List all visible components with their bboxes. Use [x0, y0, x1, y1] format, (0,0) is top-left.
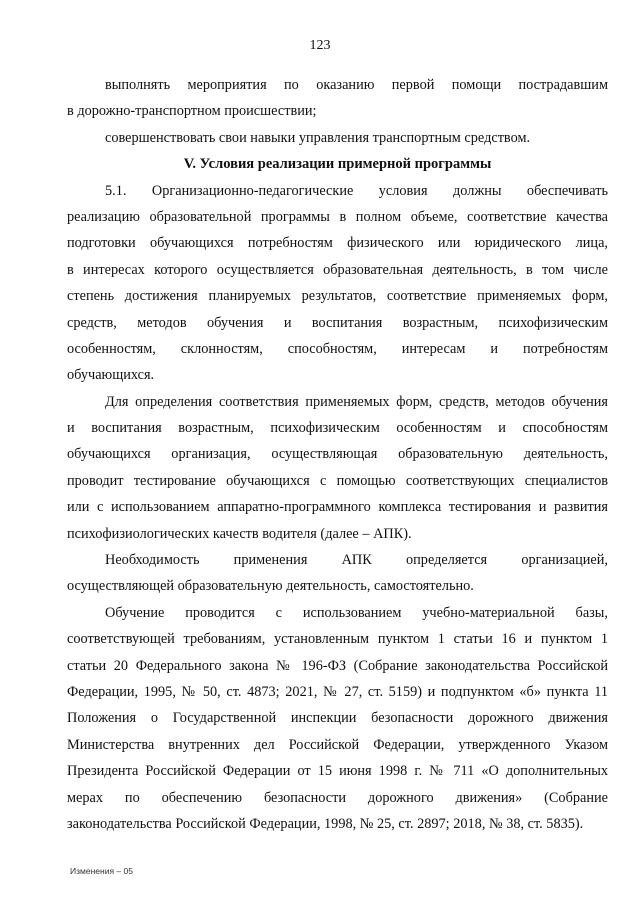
- text-line: законодательства Российской Федерации, 1998, № 25, ст. 2897; 2018, № 38, ст. 5835).: [67, 815, 584, 832]
- text-line: выполнять мероприятия по оказанию первой помощи пострадавшим: [105, 77, 608, 93]
- text-line: Министерства внутренних дел Российской Федерации, утвержденного Указом: [67, 736, 608, 753]
- text-line: осуществляющей образовательную деятельность, самостоятельно.: [67, 578, 474, 595]
- document-body: [67, 72, 608, 837]
- text-line: психофизиологических качеств водителя (далее – АПК).: [67, 525, 412, 542]
- text-line: соответствующей требованиям, установленным пунктом 1 статьи 16 и пунктом 1: [67, 631, 608, 648]
- text-line: проводит тестирование обучающихся с помощью соответствующих специалистов: [67, 472, 608, 489]
- text-line: Положения о Государственной инспекции безопасности дорожного движения: [67, 710, 608, 727]
- text-line: обучающихся организация, осуществляющая образовательную деятельность,: [67, 446, 608, 463]
- text-line: особенностям, склонностям, способностям, интересам и потребностям: [67, 340, 608, 357]
- text-line: Федерации, 1995, № 50, ст. 4873; 2021, № 27, ст. 5159) и подпунктом «б» пункта 11: [67, 683, 608, 700]
- text-line: Обучение проводится с использованием учебно-материальной базы,: [105, 604, 608, 621]
- text-line: в интересах которого осуществляется образовательная деятельность, в том числе: [67, 261, 608, 278]
- text-line: подготовки обучающихся потребностям физического или юридического лица,: [67, 235, 608, 252]
- text-line: совершенствовать свои навыки управления транспортным средством.: [105, 129, 531, 146]
- text-line: Для определения соответствия применяемых форм, средств, методов обучения: [105, 393, 608, 410]
- text-line: мерах по обеспечению безопасности дорожного движения» (Собрание: [67, 789, 608, 806]
- page-number: 123: [309, 38, 331, 53]
- text-line: Необходимость применения АПК определяется организацией,: [105, 552, 608, 569]
- text-line: обучающихся.: [67, 367, 155, 384]
- text-line: реализацию образовательной программы в полном объеме, соответствие качества: [67, 208, 608, 225]
- text-line: статьи 20 Федерального закона № 196-ФЗ (Собрание законодательства Российской: [67, 657, 608, 674]
- text-line: средств, методов обучения и воспитания возрастным, психофизическим: [67, 314, 608, 331]
- text-line: Президента Российской Федерации от 15 июня 1998 г. № 711 «О дополнительных: [67, 763, 608, 780]
- text-line: или с использованием аппаратно-программного комплекса тестирования и развития: [67, 499, 608, 516]
- text-line: и воспитания возрастным, психофизическим особенностям и способностям: [67, 420, 608, 437]
- text-line: степень достижения планируемых результатов, соответствие применяемых форм,: [67, 288, 608, 305]
- footer-revision: Изменения – 05: [70, 866, 133, 876]
- text-line: в дорожно-транспортном происшествии;: [67, 103, 317, 120]
- section-heading: V. Условия реализации примерной программы: [183, 156, 492, 173]
- text-line: 5.1. Организационно-педагогические условия должны обеспечивать: [105, 182, 608, 199]
